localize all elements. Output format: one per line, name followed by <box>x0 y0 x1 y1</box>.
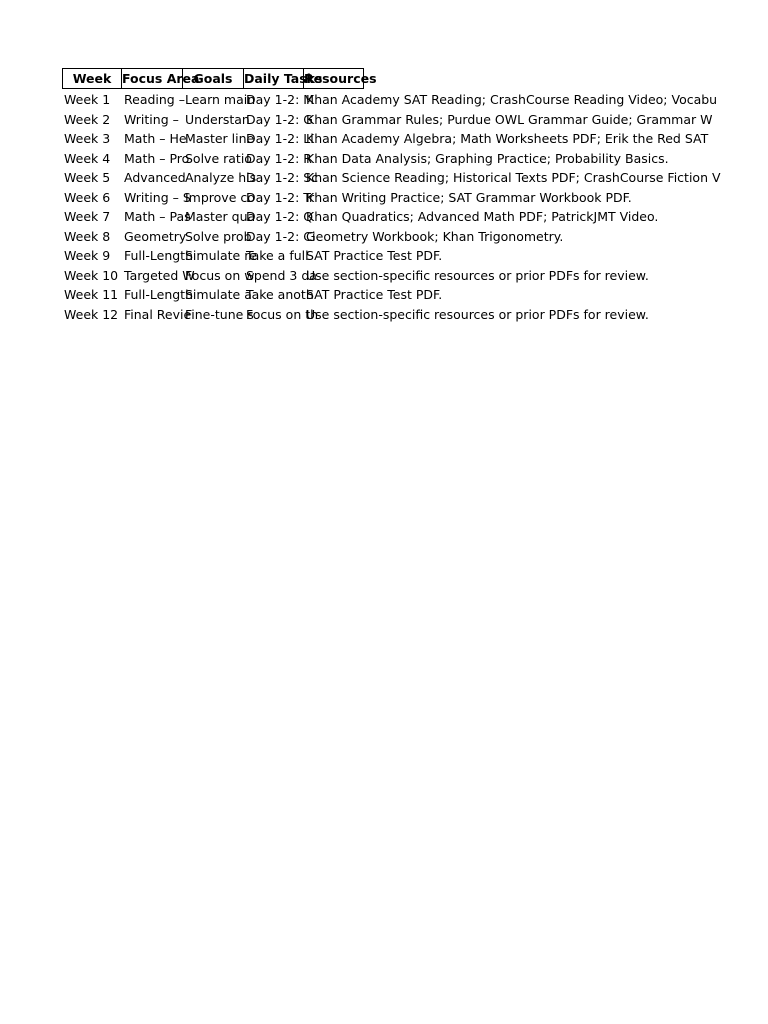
table-row <box>62 149 668 169</box>
cell-week: Week 6 <box>64 189 111 205</box>
cell-goals: Simulate a <box>185 287 252 303</box>
cell-resources: Khan Academy Algebra; Math Worksheets PDF; Erik the Red SAT <box>306 131 709 147</box>
cell-resources: Use section-specific resources or prior PDFs for review. <box>306 267 649 283</box>
table-row <box>62 168 721 188</box>
table-row <box>62 266 668 286</box>
header-row <box>62 68 668 89</box>
cell-week: Week 7 <box>64 209 111 225</box>
cell-goals: Master line <box>185 131 255 147</box>
cell-goals: Analyze his <box>185 170 257 186</box>
cell-week: Week 9 <box>64 248 111 264</box>
cell-focus-area: Math – Pro <box>124 150 190 166</box>
cell-daily-tasks: Day 1-2: G <box>246 111 313 127</box>
table-row <box>62 90 718 110</box>
cell-daily-tasks: Day 1-2: Q <box>246 209 314 225</box>
table-row <box>62 129 709 149</box>
cell-goals: Fine-tune s <box>185 306 254 322</box>
cell-goals: Simulate re <box>185 248 257 264</box>
table-row <box>62 246 668 266</box>
cell-goals: Improve co <box>185 189 255 205</box>
cell-daily-tasks: Day 1-2: M <box>246 92 315 108</box>
cell-daily-tasks: Take anoth <box>246 287 314 303</box>
cell-resources: Geometry Workbook; Khan Trigonometry. <box>306 228 564 244</box>
cell-week: Week 11 <box>64 287 119 303</box>
header-week: Week <box>62 68 122 89</box>
cell-focus-area: Targeted W <box>124 267 195 283</box>
cell-daily-tasks: Day 1-2: Ci <box>246 228 316 244</box>
table-row <box>62 188 668 208</box>
cell-focus-area: Writing – S <box>124 189 191 205</box>
cell-goals: Learn main <box>185 92 256 108</box>
table-row <box>62 227 668 247</box>
cell-focus-area: Full-Length <box>124 248 194 264</box>
cell-goals: Master qua <box>185 209 256 225</box>
cell-goals: Understan <box>185 111 250 127</box>
cell-focus-area: Final Revie <box>124 306 192 322</box>
header-resources: Resources <box>304 68 364 89</box>
table-row <box>62 207 668 227</box>
cell-focus-area: Math – Pas <box>124 209 191 225</box>
cell-resources: Khan Quadratics; Advanced Math PDF; PatrickJMT Video. <box>306 209 659 225</box>
cell-week: Week 3 <box>64 131 111 147</box>
cell-daily-tasks: Spend 3 da <box>246 267 317 283</box>
cell-focus-area: Full-Length <box>124 287 194 303</box>
table-row <box>62 110 713 130</box>
table-row <box>62 285 668 305</box>
cell-daily-tasks: Day 1-2: R <box>246 150 312 166</box>
header-focus-area: Focus Area <box>122 68 183 89</box>
cell-focus-area: Advanced <box>124 170 186 186</box>
cell-daily-tasks: Take a full <box>246 248 309 264</box>
cell-focus-area: Writing – <box>124 111 179 127</box>
cell-daily-tasks: Day 1-2: Sc <box>246 170 319 186</box>
header-daily-tasks: Daily Tasks <box>244 68 304 89</box>
cell-daily-tasks: Day 1-2: Tr <box>246 189 315 205</box>
cell-resources: SAT Practice Test PDF. <box>306 287 443 303</box>
cell-week: Week 1 <box>64 92 111 108</box>
cell-resources: Khan Academy SAT Reading; CrashCourse Reading Video; Vocabu <box>306 92 718 108</box>
study-plan-table <box>62 68 721 324</box>
cell-week: Week 2 <box>64 111 111 127</box>
cell-resources: Khan Data Analysis; Graphing Practice; Probability Basics. <box>306 150 669 166</box>
cell-goals: Solve prob <box>185 228 252 244</box>
cell-focus-area: Math – He <box>124 131 187 147</box>
cell-daily-tasks: Focus on th <box>246 306 319 322</box>
cell-focus-area: Reading – <box>124 92 185 108</box>
header-goals: Goals <box>183 68 244 89</box>
cell-goals: Solve ratio <box>185 150 252 166</box>
table-row <box>62 305 668 325</box>
cell-resources: Khan Grammar Rules; Purdue OWL Grammar Guide; Grammar W <box>306 111 713 127</box>
cell-goals: Focus on w <box>185 267 255 283</box>
cell-week: Week 12 <box>64 306 119 322</box>
cell-week: Week 10 <box>64 267 119 283</box>
table-body <box>62 90 721 324</box>
cell-week: Week 5 <box>64 170 111 186</box>
cell-resources: Use section-specific resources or prior PDFs for review. <box>306 306 649 322</box>
cell-week: Week 4 <box>64 150 111 166</box>
cell-week: Week 8 <box>64 228 111 244</box>
cell-focus-area: Geometry <box>124 228 187 244</box>
cell-resources: SAT Practice Test PDF. <box>306 248 443 264</box>
cell-daily-tasks: Day 1-2: Li <box>246 131 314 147</box>
cell-resources: Khan Writing Practice; SAT Grammar Workbook PDF. <box>306 189 632 205</box>
cell-resources: Khan Science Reading; Historical Texts PDF; CrashCourse Fiction V <box>306 170 721 186</box>
